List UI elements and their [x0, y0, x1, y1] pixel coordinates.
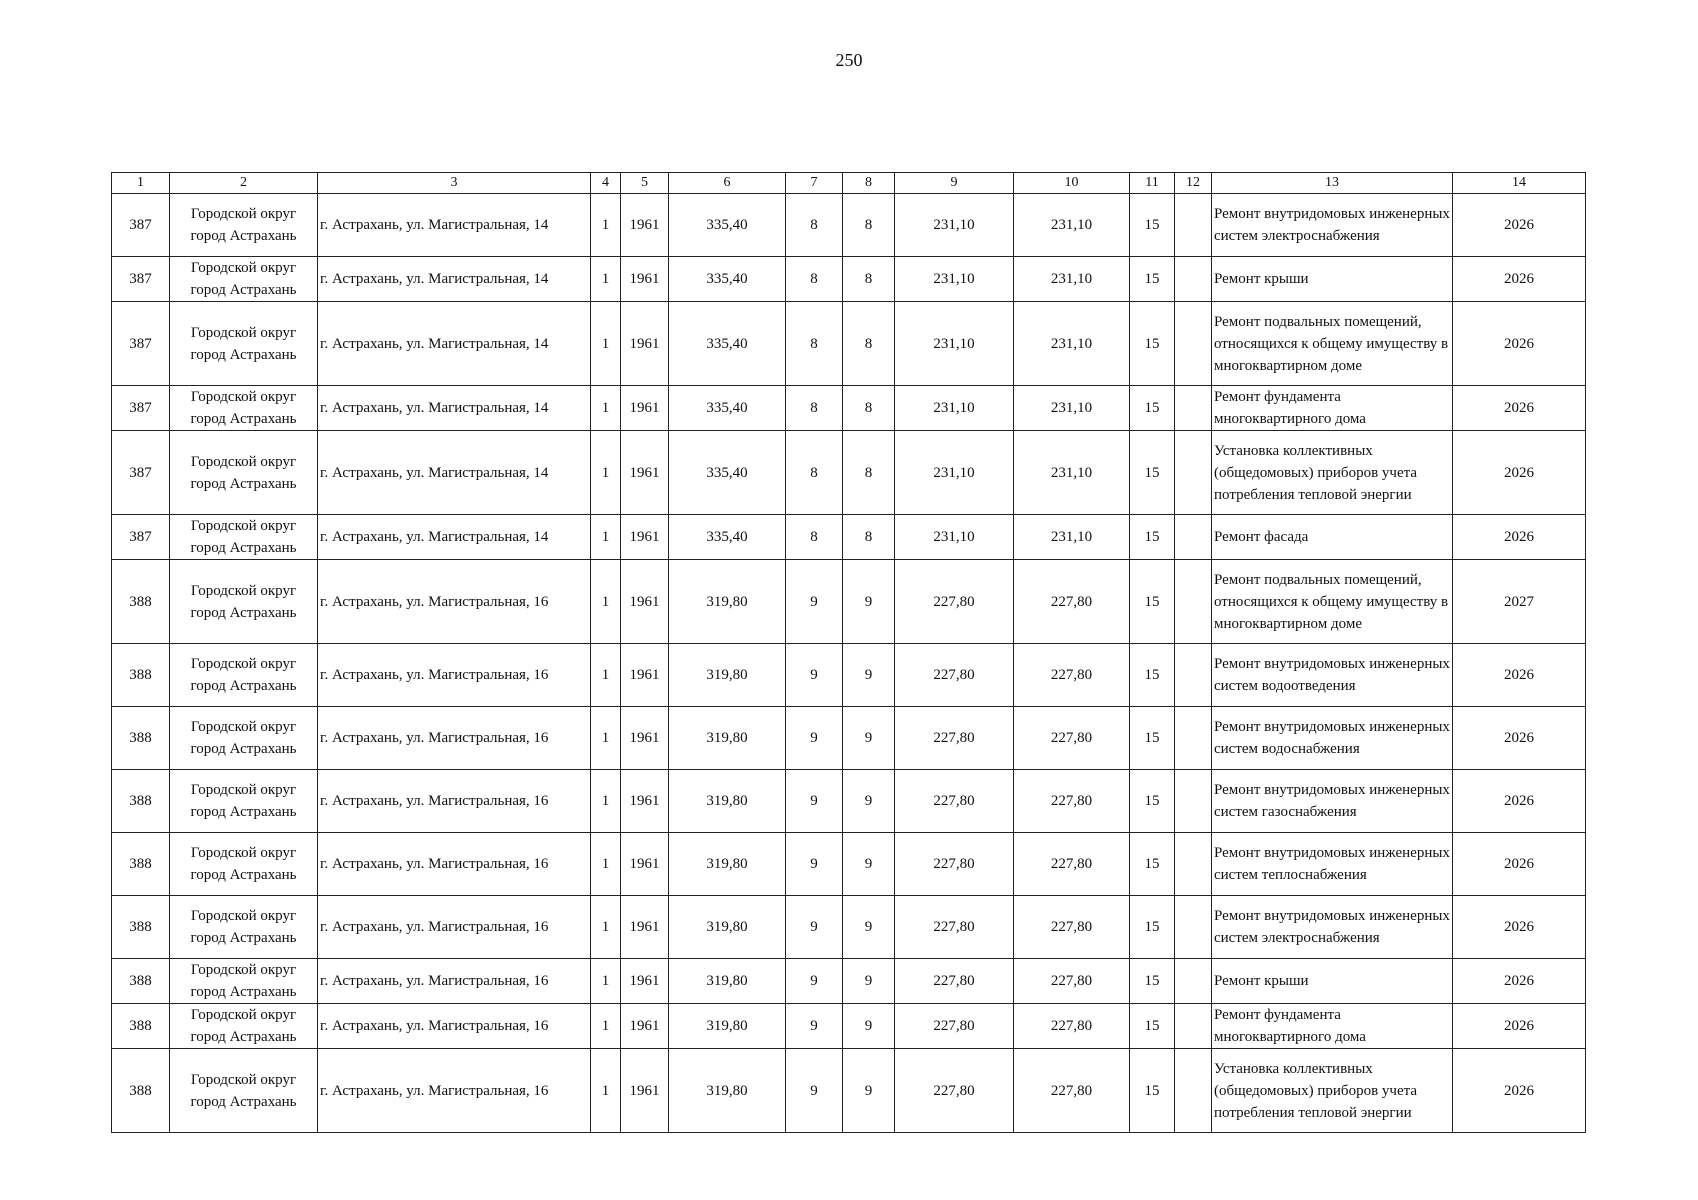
column-4-cell: 1 [591, 386, 621, 431]
row-number-cell: 388 [112, 959, 170, 1004]
column-8-cell: 8 [843, 257, 895, 302]
total-area-cell: 319,80 [669, 1004, 786, 1049]
column-11-cell: 15 [1130, 515, 1175, 560]
row-number-cell: 388 [112, 896, 170, 959]
year-built-cell: 1961 [621, 1004, 669, 1049]
column-9-cell: 231,10 [895, 431, 1014, 515]
column-9-cell: 231,10 [895, 515, 1014, 560]
planned-year-cell: 2026 [1453, 194, 1586, 257]
column-8-cell: 9 [843, 833, 895, 896]
column-header: 13 [1212, 173, 1453, 194]
address-cell: г. Астрахань, ул. Магистральная, 14 [318, 257, 591, 302]
address-cell: г. Астрахань, ул. Магистральная, 14 [318, 302, 591, 386]
column-10-cell: 231,10 [1014, 431, 1130, 515]
column-11-cell: 15 [1130, 707, 1175, 770]
work-type-cell: Установка коллективных (общедомовых) приборов учета потребления тепловой энергии [1212, 1049, 1453, 1133]
municipality-cell: Городской округ город Астрахань [170, 1049, 318, 1133]
year-built-cell: 1961 [621, 302, 669, 386]
column-7-cell: 9 [786, 1049, 843, 1133]
work-type-cell: Ремонт фундамента многоквартирного дома [1212, 386, 1453, 431]
planned-year-cell: 2026 [1453, 257, 1586, 302]
table-row [112, 1049, 1586, 1133]
planned-year-cell: 2026 [1453, 896, 1586, 959]
column-7-cell: 9 [786, 707, 843, 770]
column-7-cell: 9 [786, 770, 843, 833]
planned-year-cell: 2026 [1453, 515, 1586, 560]
planned-year-cell: 2026 [1453, 833, 1586, 896]
column-8-cell: 8 [843, 431, 895, 515]
column-7-cell: 8 [786, 515, 843, 560]
planned-year-cell: 2026 [1453, 770, 1586, 833]
column-8-cell: 9 [843, 707, 895, 770]
row-number-cell: 388 [112, 1004, 170, 1049]
column-10-cell: 231,10 [1014, 194, 1130, 257]
column-4-cell: 1 [591, 257, 621, 302]
row-number-cell: 388 [112, 1049, 170, 1133]
address-cell: г. Астрахань, ул. Магистральная, 16 [318, 896, 591, 959]
column-9-cell: 227,80 [895, 1004, 1014, 1049]
column-7-cell: 8 [786, 257, 843, 302]
address-cell: г. Астрахань, ул. Магистральная, 14 [318, 386, 591, 431]
municipality-cell: Городской округ город Астрахань [170, 302, 318, 386]
row-number-cell: 387 [112, 302, 170, 386]
column-header: 11 [1130, 173, 1175, 194]
column-7-cell: 8 [786, 431, 843, 515]
column-4-cell: 1 [591, 833, 621, 896]
year-built-cell: 1961 [621, 707, 669, 770]
table-row [112, 257, 1586, 302]
work-type-cell: Ремонт внутридомовых инженерных систем теплоснабжения [1212, 833, 1453, 896]
column-10-cell: 231,10 [1014, 257, 1130, 302]
year-built-cell: 1961 [621, 896, 669, 959]
column-10-cell: 227,80 [1014, 959, 1130, 1004]
column-11-cell: 15 [1130, 644, 1175, 707]
column-9-cell: 231,10 [895, 194, 1014, 257]
column-8-cell: 9 [843, 1004, 895, 1049]
column-12-cell [1175, 302, 1212, 386]
work-type-cell: Ремонт крыши [1212, 959, 1453, 1004]
column-10-cell: 227,80 [1014, 770, 1130, 833]
column-12-cell [1175, 896, 1212, 959]
year-built-cell: 1961 [621, 515, 669, 560]
total-area-cell: 335,40 [669, 194, 786, 257]
row-number-cell: 388 [112, 707, 170, 770]
column-11-cell: 15 [1130, 431, 1175, 515]
row-number-cell: 388 [112, 833, 170, 896]
work-type-cell: Ремонт фасада [1212, 515, 1453, 560]
column-7-cell: 9 [786, 959, 843, 1004]
municipality-cell: Городской округ город Астрахань [170, 194, 318, 257]
column-9-cell: 227,80 [895, 959, 1014, 1004]
column-4-cell: 1 [591, 515, 621, 560]
column-4-cell: 1 [591, 302, 621, 386]
column-12-cell [1175, 431, 1212, 515]
column-4-cell: 1 [591, 1004, 621, 1049]
column-10-cell: 227,80 [1014, 833, 1130, 896]
column-12-cell [1175, 959, 1212, 1004]
column-9-cell: 231,10 [895, 386, 1014, 431]
column-header: 5 [621, 173, 669, 194]
column-9-cell: 227,80 [895, 896, 1014, 959]
municipality-cell: Городской округ город Астрахань [170, 770, 318, 833]
row-number-cell: 387 [112, 257, 170, 302]
column-4-cell: 1 [591, 560, 621, 644]
planned-year-cell: 2026 [1453, 1049, 1586, 1133]
municipality-cell: Городской округ город Астрахань [170, 959, 318, 1004]
row-number-cell: 388 [112, 644, 170, 707]
column-9-cell: 231,10 [895, 257, 1014, 302]
work-type-cell: Ремонт фундамента многоквартирного дома [1212, 1004, 1453, 1049]
municipality-cell: Городской округ город Астрахань [170, 386, 318, 431]
table-row [112, 1004, 1586, 1049]
column-9-cell: 227,80 [895, 707, 1014, 770]
municipality-cell: Городской округ город Астрахань [170, 644, 318, 707]
column-9-cell: 231,10 [895, 302, 1014, 386]
column-11-cell: 15 [1130, 1049, 1175, 1133]
table-row [112, 896, 1586, 959]
column-header: 8 [843, 173, 895, 194]
address-cell: г. Астрахань, ул. Магистральная, 16 [318, 1049, 591, 1133]
year-built-cell: 1961 [621, 833, 669, 896]
column-header: 12 [1175, 173, 1212, 194]
column-12-cell [1175, 707, 1212, 770]
municipality-cell: Городской округ город Астрахань [170, 707, 318, 770]
column-7-cell: 9 [786, 560, 843, 644]
total-area-cell: 335,40 [669, 257, 786, 302]
column-8-cell: 9 [843, 1049, 895, 1133]
planned-year-cell: 2026 [1453, 1004, 1586, 1049]
column-header: 3 [318, 173, 591, 194]
table-row [112, 833, 1586, 896]
column-4-cell: 1 [591, 707, 621, 770]
column-4-cell: 1 [591, 194, 621, 257]
address-cell: г. Астрахань, ул. Магистральная, 14 [318, 431, 591, 515]
column-7-cell: 9 [786, 896, 843, 959]
column-12-cell [1175, 1004, 1212, 1049]
total-area-cell: 335,40 [669, 302, 786, 386]
column-11-cell: 15 [1130, 896, 1175, 959]
table-row [112, 560, 1586, 644]
address-cell: г. Астрахань, ул. Магистральная, 14 [318, 515, 591, 560]
address-cell: г. Астрахань, ул. Магистральная, 16 [318, 707, 591, 770]
column-7-cell: 8 [786, 386, 843, 431]
total-area-cell: 335,40 [669, 386, 786, 431]
total-area-cell: 319,80 [669, 707, 786, 770]
work-type-cell: Ремонт внутридомовых инженерных систем газоснабжения [1212, 770, 1453, 833]
municipality-cell: Городской округ город Астрахань [170, 515, 318, 560]
column-4-cell: 1 [591, 959, 621, 1004]
column-8-cell: 8 [843, 194, 895, 257]
address-cell: г. Астрахань, ул. Магистральная, 16 [318, 833, 591, 896]
column-11-cell: 15 [1130, 194, 1175, 257]
column-7-cell: 9 [786, 644, 843, 707]
column-12-cell [1175, 833, 1212, 896]
total-area-cell: 319,80 [669, 644, 786, 707]
column-header: 1 [112, 173, 170, 194]
planned-year-cell: 2026 [1453, 302, 1586, 386]
column-11-cell: 15 [1130, 302, 1175, 386]
table-row [112, 959, 1586, 1004]
column-8-cell: 9 [843, 560, 895, 644]
column-7-cell: 9 [786, 1004, 843, 1049]
page-number: 250 [835, 50, 863, 70]
table-row [112, 707, 1586, 770]
table-row [112, 644, 1586, 707]
column-header: 2 [170, 173, 318, 194]
column-8-cell: 9 [843, 644, 895, 707]
work-type-cell: Ремонт подвальных помещений, относящихся к общему имуществу в многоквартирном доме [1212, 302, 1453, 386]
table-row [112, 515, 1586, 560]
year-built-cell: 1961 [621, 1049, 669, 1133]
table-row [112, 194, 1586, 257]
column-10-cell: 227,80 [1014, 707, 1130, 770]
column-12-cell [1175, 386, 1212, 431]
year-built-cell: 1961 [621, 194, 669, 257]
total-area-cell: 319,80 [669, 959, 786, 1004]
column-7-cell: 8 [786, 194, 843, 257]
column-10-cell: 227,80 [1014, 896, 1130, 959]
column-12-cell [1175, 1049, 1212, 1133]
planned-year-cell: 2027 [1453, 560, 1586, 644]
column-8-cell: 9 [843, 896, 895, 959]
address-cell: г. Астрахань, ул. Магистральная, 14 [318, 194, 591, 257]
column-12-cell [1175, 644, 1212, 707]
planned-year-cell: 2026 [1453, 707, 1586, 770]
year-built-cell: 1961 [621, 959, 669, 1004]
address-cell: г. Астрахань, ул. Магистральная, 16 [318, 959, 591, 1004]
column-4-cell: 1 [591, 770, 621, 833]
column-header: 6 [669, 173, 786, 194]
work-type-cell: Ремонт внутридомовых инженерных систем электроснабжения [1212, 896, 1453, 959]
column-10-cell: 227,80 [1014, 644, 1130, 707]
row-number-cell: 387 [112, 431, 170, 515]
planned-year-cell: 2026 [1453, 644, 1586, 707]
column-9-cell: 227,80 [895, 1049, 1014, 1133]
column-header: 14 [1453, 173, 1586, 194]
column-8-cell: 8 [843, 386, 895, 431]
column-header: 9 [895, 173, 1014, 194]
total-area-cell: 335,40 [669, 515, 786, 560]
planned-year-cell: 2026 [1453, 386, 1586, 431]
work-type-cell: Ремонт внутридомовых инженерных систем водоснабжения [1212, 707, 1453, 770]
work-type-cell: Ремонт внутридомовых инженерных систем электроснабжения [1212, 194, 1453, 257]
column-11-cell: 15 [1130, 770, 1175, 833]
total-area-cell: 319,80 [669, 770, 786, 833]
work-type-cell: Установка коллективных (общедомовых) приборов учета потребления тепловой энергии [1212, 431, 1453, 515]
address-cell: г. Астрахань, ул. Магистральная, 16 [318, 644, 591, 707]
work-type-cell: Ремонт внутридомовых инженерных систем водоотведения [1212, 644, 1453, 707]
municipality-cell: Городской округ город Астрахань [170, 257, 318, 302]
column-11-cell: 15 [1130, 833, 1175, 896]
row-number-cell: 387 [112, 386, 170, 431]
work-type-cell: Ремонт подвальных помещений, относящихся к общему имуществу в многоквартирном доме [1212, 560, 1453, 644]
column-8-cell: 9 [843, 959, 895, 1004]
column-4-cell: 1 [591, 431, 621, 515]
column-12-cell [1175, 257, 1212, 302]
planned-year-cell: 2026 [1453, 431, 1586, 515]
column-10-cell: 231,10 [1014, 515, 1130, 560]
column-7-cell: 9 [786, 833, 843, 896]
column-9-cell: 227,80 [895, 560, 1014, 644]
row-number-cell: 388 [112, 560, 170, 644]
column-header: 4 [591, 173, 621, 194]
table-row [112, 302, 1586, 386]
column-4-cell: 1 [591, 896, 621, 959]
total-area-cell: 319,80 [669, 896, 786, 959]
column-4-cell: 1 [591, 1049, 621, 1133]
column-8-cell: 8 [843, 515, 895, 560]
year-built-cell: 1961 [621, 560, 669, 644]
municipality-cell: Городской округ город Астрахань [170, 431, 318, 515]
municipality-cell: Городской округ город Астрахань [170, 1004, 318, 1049]
column-12-cell [1175, 515, 1212, 560]
table-row [112, 770, 1586, 833]
table-row [112, 431, 1586, 515]
column-12-cell [1175, 770, 1212, 833]
year-built-cell: 1961 [621, 257, 669, 302]
column-7-cell: 8 [786, 302, 843, 386]
row-number-cell: 387 [112, 515, 170, 560]
municipality-cell: Городской округ город Астрахань [170, 896, 318, 959]
total-area-cell: 335,40 [669, 431, 786, 515]
column-header: 10 [1014, 173, 1130, 194]
total-area-cell: 319,80 [669, 1049, 786, 1133]
year-built-cell: 1961 [621, 644, 669, 707]
work-type-cell: Ремонт крыши [1212, 257, 1453, 302]
column-11-cell: 15 [1130, 1004, 1175, 1049]
year-built-cell: 1961 [621, 770, 669, 833]
year-built-cell: 1961 [621, 386, 669, 431]
total-area-cell: 319,80 [669, 560, 786, 644]
municipality-cell: Городской округ город Астрахань [170, 560, 318, 644]
column-10-cell: 227,80 [1014, 560, 1130, 644]
column-9-cell: 227,80 [895, 833, 1014, 896]
capital-repair-table [111, 172, 1586, 1133]
column-10-cell: 227,80 [1014, 1049, 1130, 1133]
column-11-cell: 15 [1130, 959, 1175, 1004]
column-11-cell: 15 [1130, 560, 1175, 644]
column-12-cell [1175, 560, 1212, 644]
row-number-cell: 388 [112, 770, 170, 833]
column-11-cell: 15 [1130, 386, 1175, 431]
planned-year-cell: 2026 [1453, 959, 1586, 1004]
column-10-cell: 231,10 [1014, 386, 1130, 431]
column-4-cell: 1 [591, 644, 621, 707]
column-9-cell: 227,80 [895, 644, 1014, 707]
municipality-cell: Городской округ город Астрахань [170, 833, 318, 896]
column-10-cell: 227,80 [1014, 1004, 1130, 1049]
column-8-cell: 9 [843, 770, 895, 833]
column-11-cell: 15 [1130, 257, 1175, 302]
column-9-cell: 227,80 [895, 770, 1014, 833]
column-12-cell [1175, 194, 1212, 257]
address-cell: г. Астрахань, ул. Магистральная, 16 [318, 1004, 591, 1049]
header-row [112, 173, 1586, 194]
total-area-cell: 319,80 [669, 833, 786, 896]
column-8-cell: 8 [843, 302, 895, 386]
address-cell: г. Астрахань, ул. Магистральная, 16 [318, 560, 591, 644]
table-row [112, 386, 1586, 431]
address-cell: г. Астрахань, ул. Магистральная, 16 [318, 770, 591, 833]
row-number-cell: 387 [112, 194, 170, 257]
column-header: 7 [786, 173, 843, 194]
column-10-cell: 231,10 [1014, 302, 1130, 386]
year-built-cell: 1961 [621, 431, 669, 515]
